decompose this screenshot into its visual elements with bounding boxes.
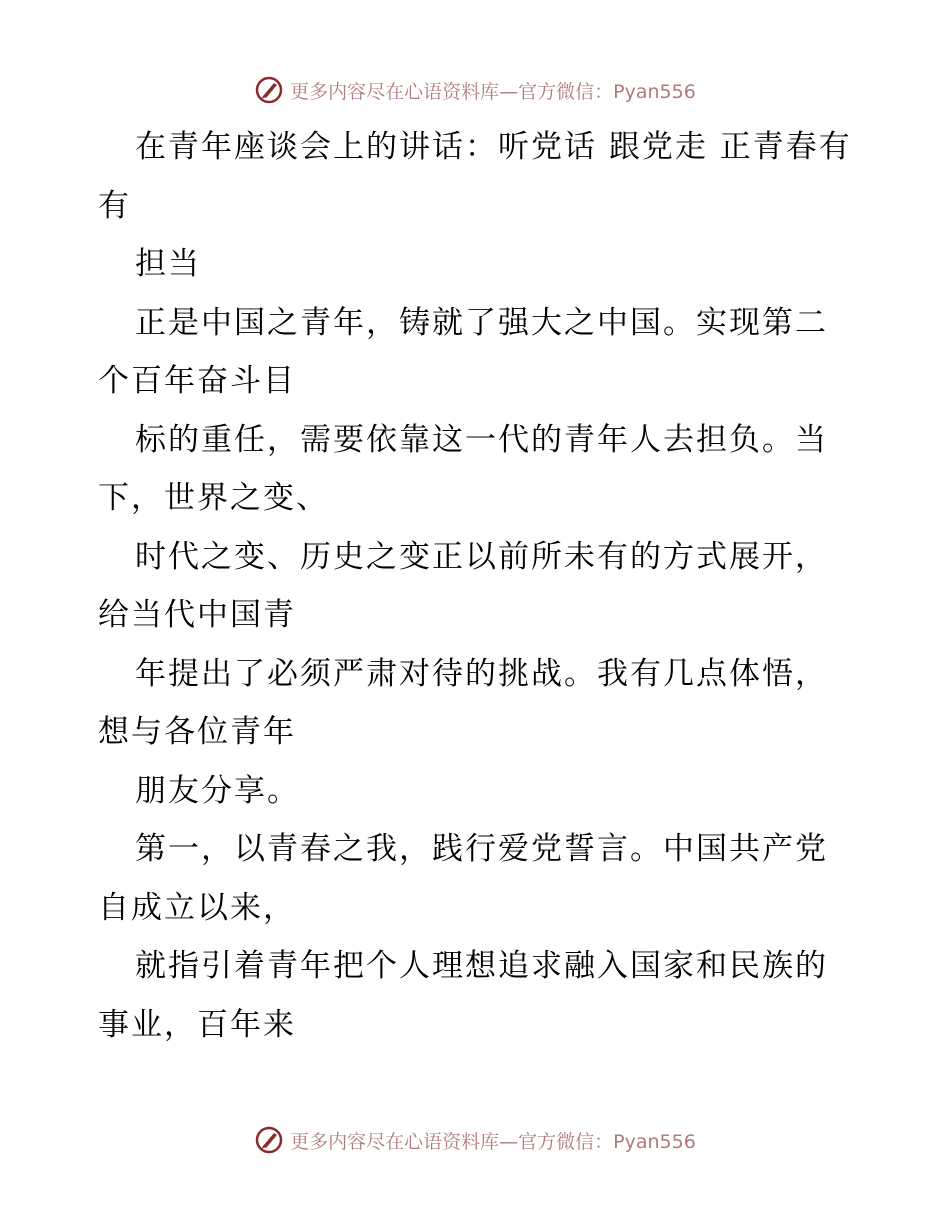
text-line: 下，世界之变、 <box>98 480 329 516</box>
text-line: 标的重任，需要依靠这一代的青年人去担负。当 <box>135 421 828 458</box>
text-line: 有 <box>98 187 131 224</box>
text-line: 在青年座谈会上的讲话：听党话 跟党走 正青春有 <box>135 129 852 165</box>
footer-banner-text: 更多内容尽在心语资料库—官方微信：Pyan556 <box>290 1130 696 1153</box>
text-line: 担当 <box>135 246 201 282</box>
text-line: 个百年奋斗目 <box>98 363 296 399</box>
text-line: 朋友分享。 <box>135 772 300 809</box>
header-banner-text: 更多内容尽在心语资料库—官方微信：Pyan556 <box>290 80 696 103</box>
quill-pen-logo-icon <box>254 1125 284 1155</box>
document-body <box>98 118 858 1054</box>
text-line: 就指引着青年把个人理想追求融入国家和民族的 <box>135 948 828 984</box>
text-line: 自成立以来， <box>98 889 296 926</box>
text-line: 第一，以青春之我，践行爱党誓言。中国共产党 <box>135 831 828 867</box>
text-line: 给当代中国青 <box>98 597 296 633</box>
text-line: 时代之变、历史之变正以前所未有的方式展开， <box>135 538 828 575</box>
header-banner <box>0 70 950 110</box>
footer-banner <box>0 1120 950 1160</box>
quill-pen-logo-icon <box>254 75 284 105</box>
text-line: 正是中国之青年，铸就了强大之中国。实现第二 <box>135 304 828 341</box>
text-line: 想与各位青年 <box>98 714 296 750</box>
text-line: 年提出了必须严肃对待的挑战。我有几点体悟， <box>135 655 828 692</box>
text-line: 事业，百年来 <box>98 1006 296 1043</box>
